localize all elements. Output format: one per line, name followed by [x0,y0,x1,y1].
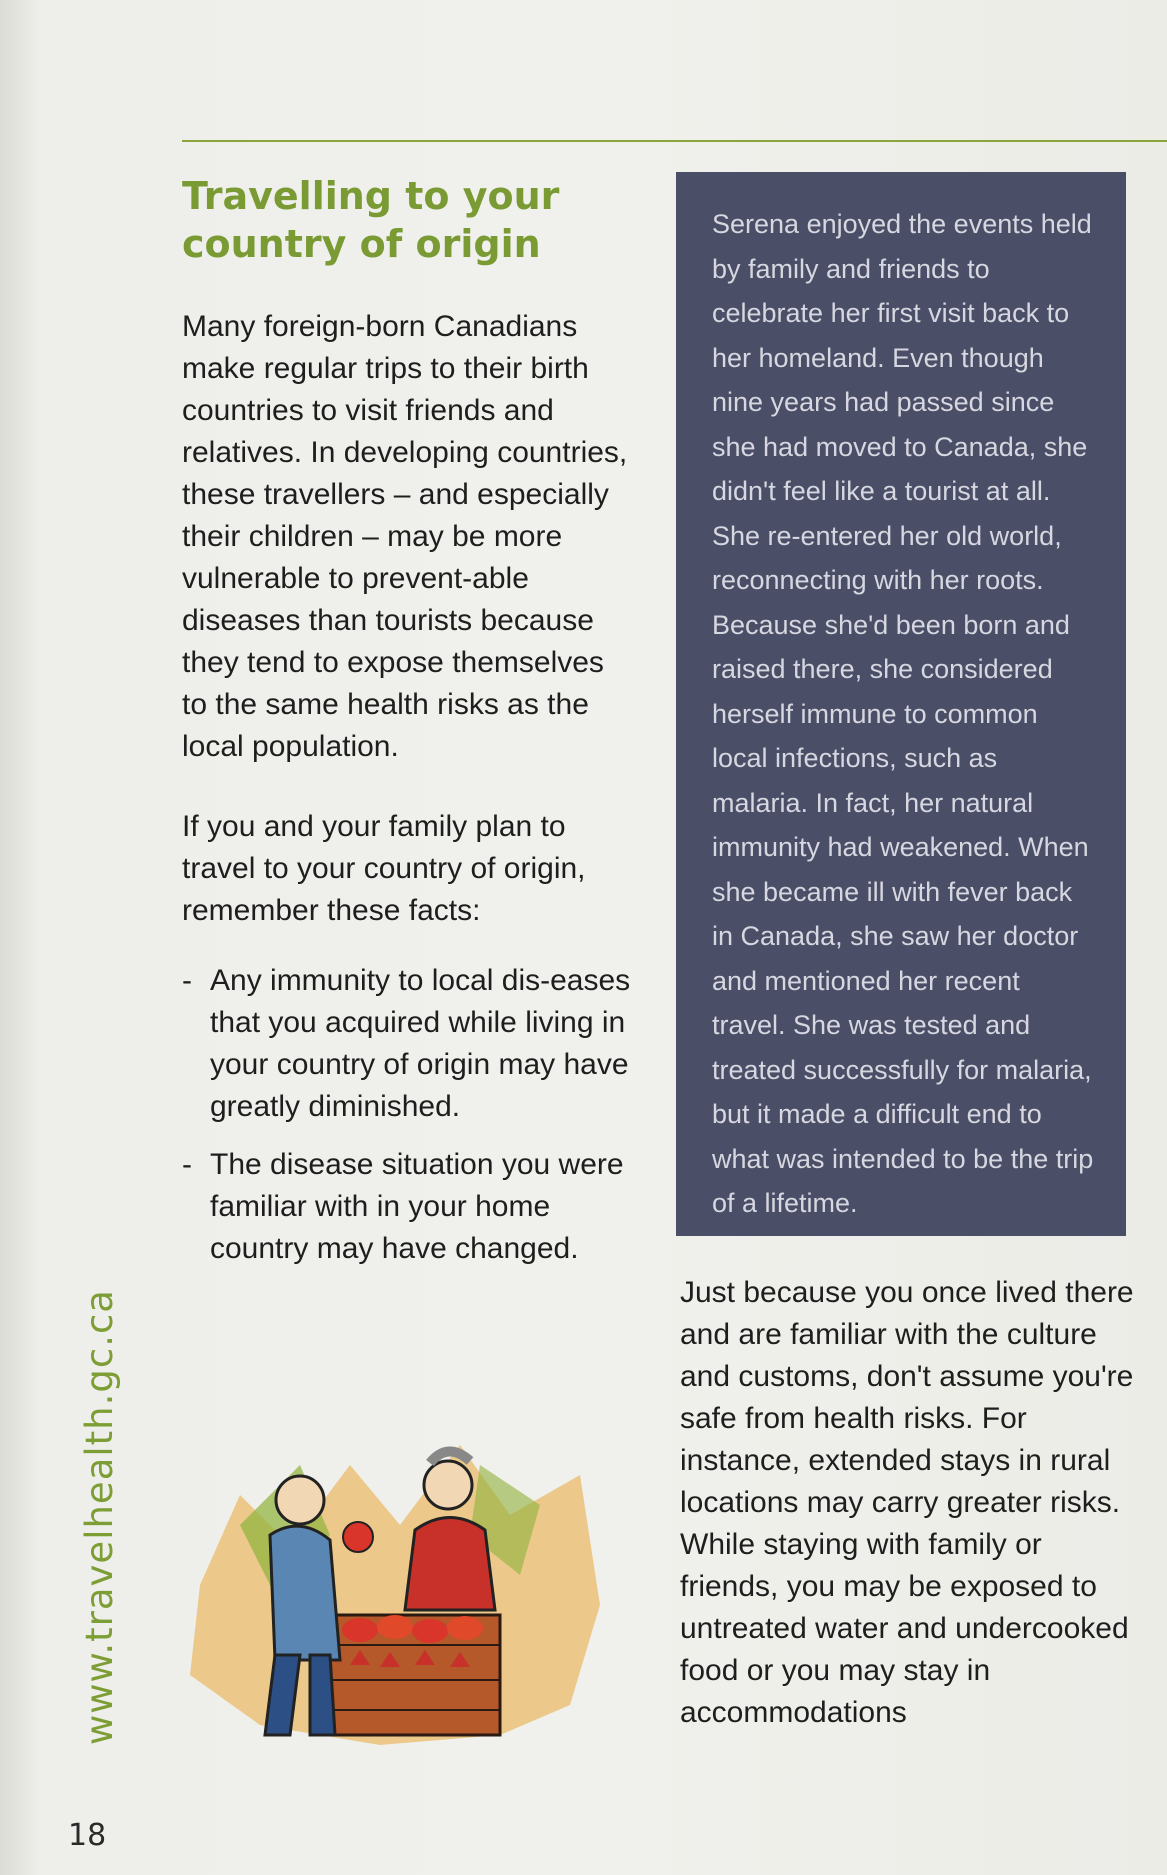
main-text-column [182,306,632,1286]
continuation-text-column [680,1272,1140,1734]
story-text: Serena enjoyed the events held by family and friends to celebrate her first visit back to her homeland. Even though nine years had passed since she had moved to Canada, she didn't feel like a tourist at all. She re-entered her old world, reconnecting with her roots. Because she'd been born and raised there, she considered herself immune to common local infections, such as malaria. In fact, her natural immunity had weakened. When she became ill with fever back in Canada, she saw her doctor and mentioned her recent travel. She was tested and treated successfully for malaria, but it made a difficult end to what was intended to be the trip of a lifetime. [712,209,1094,1218]
header-rule [182,140,1167,142]
list-item: - Any immunity to local dis-eases that you acquired while living in your country of origin may have greatly diminished. [182,964,631,1123]
market-vendors-illustration [180,1405,620,1750]
intro-paragraph: Many foreign-born Canadians make regular trips to their birth countries to visit friends and relatives. In developing countries, these travellers – and especially their children – may be more vulnerable to prevent-able diseases than tourists because they tend to expose themselves to the same health risks as the local population. [182,310,628,763]
page-number: 18 [68,1818,107,1853]
list-item: - The disease situation you were familiar with in your home country may have changed. [182,1148,624,1265]
list-item-text: The disease situation you were familiar with in your home country may have changed. [210,1148,624,1265]
continuation-paragraph: Just because you once lived there and are familiar with the culture and customs, don't assume you're safe from health risks. For instance, extended stays in rural locations may carry greater risks. While staying with family or friends, you may be exposed to untreated water and undercooked food or you may stay in accommodations [680,1276,1134,1729]
website-url: www.travelhealth.gc.ca [78,1289,121,1745]
facts-list [182,960,632,1270]
facts-intro-paragraph: If you and your family plan to travel to your country of origin, remember these facts: [182,810,586,927]
story-callout-box [676,172,1126,1236]
list-item-text: Any immunity to local dis-eases that you acquired while living in your country of origin may have greatly diminished. [210,964,631,1123]
section-title: Travelling to your country of origin [182,174,560,266]
